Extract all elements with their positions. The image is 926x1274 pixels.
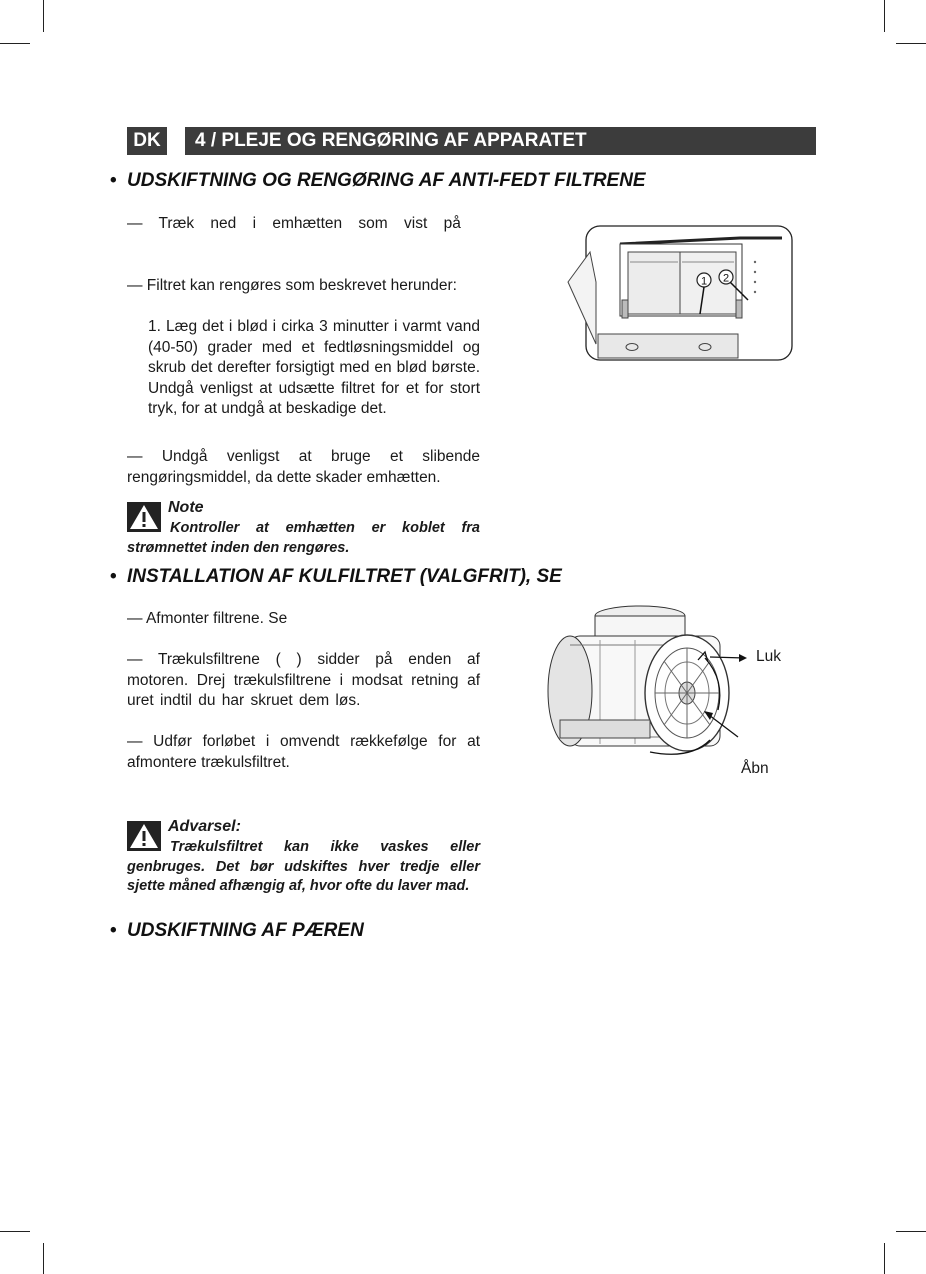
list-item: 1. Læg det i blød i cirka 3 minutter i varmt vand (40-50) grader med et fedtløsningsmiddel og skrub det derefter forsigtigt med en blød børste. Undgå venligst at udsætte filtret for et for stort tryk, for at undgå at beskadige det. (148, 318, 480, 417)
crop-mark (896, 1231, 926, 1232)
warning-text: Trækulsfiltret kan ikke vaskes eller genbruges. Det bør udskiftes hver tredje eller sjette måned afhængig af, hvor ofte du laver mad. (127, 839, 480, 894)
note-text: Kontroller at emhætten er koblet fra strømnettet inden den rengøres. (127, 520, 480, 556)
section-title-filters (110, 170, 646, 192)
label-open: Åbn (741, 760, 769, 777)
section-title-carbon-filter (110, 566, 562, 588)
bullet-icon: • (110, 566, 117, 587)
language-badge: DK (127, 127, 167, 155)
paragraph: — Træk ned i emhætten som vist på (127, 215, 461, 232)
figure-marker-2: 2 (722, 272, 730, 285)
crop-mark (884, 0, 885, 32)
chapter-title: 4 / PLEJE OG RENGØRING AF APPARATET (185, 127, 816, 155)
crop-mark (43, 0, 44, 32)
paragraph: — Udfør forløbet i omvendt rækkefølge for at afmontere trækulsfiltret. (127, 733, 480, 771)
section-title-text: UDSKIFTNING OG RENGØRING AF ANTI-FEDT FILTRENE (127, 170, 646, 191)
bullet-icon: • (110, 170, 117, 191)
crop-mark (896, 43, 926, 44)
carbon-filter-figure (540, 600, 755, 770)
bullet-icon: • (110, 920, 117, 941)
section-title-text: UDSKIFTNING AF PÆREN (127, 920, 364, 941)
section-title-bulb (110, 920, 364, 942)
crop-mark (0, 43, 30, 44)
warning-title: Advarsel: (168, 818, 241, 835)
figure-marker-1: 1 (700, 275, 708, 288)
crop-mark (884, 1243, 885, 1274)
paragraph: — Filtret kan rengøres som beskrevet herunder: (127, 277, 457, 294)
paragraph: — Afmonter filtrene. Se (127, 610, 288, 627)
note-title: Note (168, 499, 204, 516)
hood-filter-figure (560, 222, 800, 364)
crop-mark (0, 1231, 30, 1232)
paragraph: — Undgå venligst at bruge et slibende rengøringsmiddel, da dette skader emhætten. (127, 448, 480, 486)
label-close: Luk (756, 648, 781, 665)
section-title-text: INSTALLATION AF KULFILTRET (VALGFRIT), SE (127, 566, 562, 587)
paragraph: — Trækulsfiltrene ( ) sidder på enden af motoren. Drej trækulsfiltrene i modsat retning af uret indtil du har skruet dem løs. (127, 651, 480, 709)
crop-mark (43, 1243, 44, 1274)
